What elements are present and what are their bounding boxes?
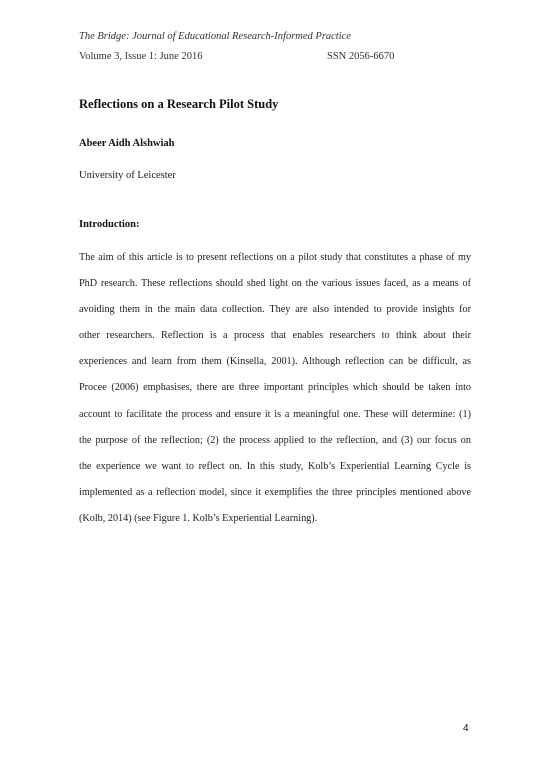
article-author: Abeer Aidh Alshwiah: [79, 138, 175, 149]
paragraph-line: avoiding them in the main data collection. They are also intended to provide insights for: [79, 304, 471, 316]
author-affiliation: University of Leicester: [79, 170, 176, 181]
paragraph-line: the experience we want to reflect on. In this study, Kolb’s Experiential Learning Cycle is: [79, 460, 471, 472]
paragraph-line: experiences and learn from them (Kinsella, 2001). Although reflection can be difficult, as: [79, 356, 471, 368]
paragraph-line: Procee (2006) emphasises, there are three important principles which should be taken into: [79, 382, 471, 394]
volume-issue: Volume 3, Issue 1: June 2016: [79, 51, 203, 62]
article-title: Reflections on a Research Pilot Study: [79, 97, 279, 111]
journal-name: The Bridge: Journal of Educational Research-Informed Practice: [79, 31, 351, 42]
paragraph-line: other researchers. Reflection is a process that enables researchers to think about their: [79, 330, 471, 342]
introduction-heading: Introduction:: [79, 219, 140, 230]
paragraph-line: The aim of this article is to present reflections on a pilot study that constitutes a phase of my: [79, 252, 471, 263]
paragraph-line: implemented as a reflection model, since it exemplifies the three principles mentioned above: [79, 486, 471, 498]
paragraph-line: the purpose of the reflection; (2) the process applied to the reflection, and (3) our focus on: [79, 434, 471, 446]
introduction-paragraph: [79, 250, 471, 537]
paragraph-line: PhD research. These reflections should shed light on the various issues faced, as a means of: [79, 278, 471, 290]
paragraph-line: account to facilitate the process and ensure it is a meaningful one. These will determine: (1): [79, 408, 471, 420]
page-number: 4: [463, 723, 469, 734]
issn-number: SSN 2056-6670: [327, 51, 395, 62]
paragraph-line: (Kolb, 2014) (see Figure 1. Kolb’s Experiential Learning).: [79, 512, 318, 524]
